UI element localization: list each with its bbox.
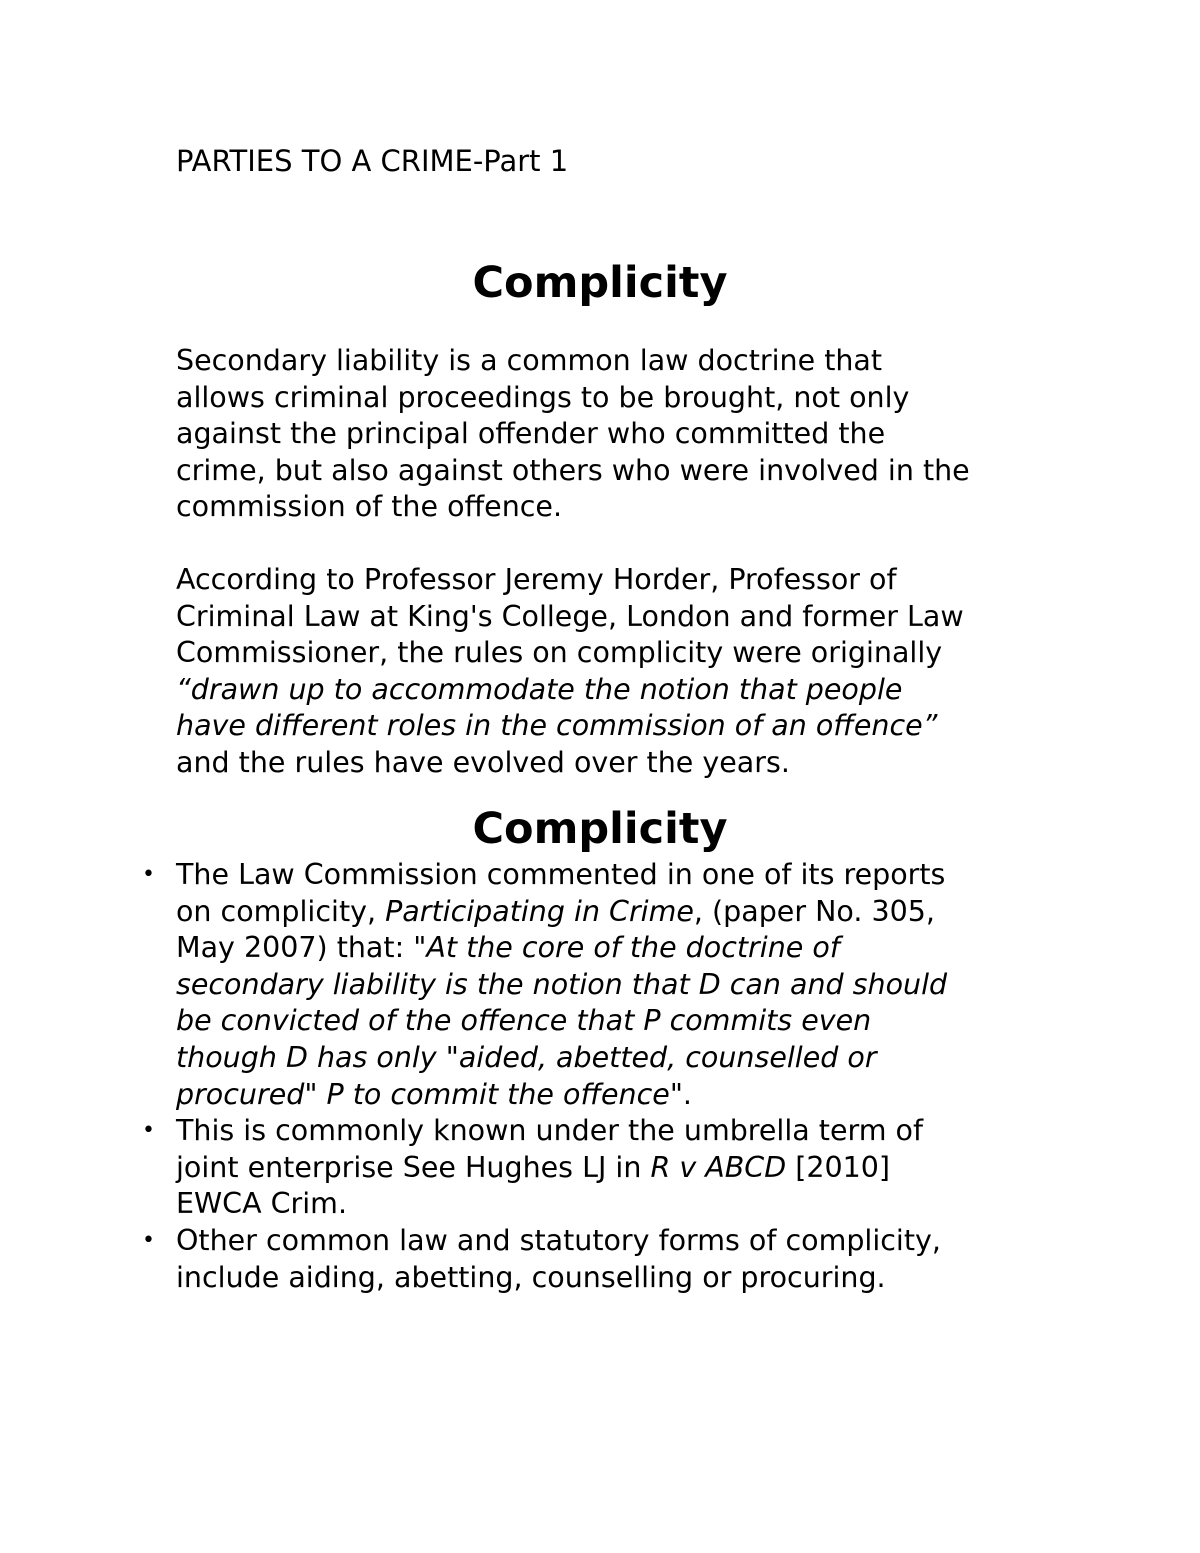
bullet-icon: •	[142, 862, 155, 887]
paragraph-line-quote	[176, 672, 1076, 709]
paragraph-line: According to Professor Jeremy Horder, Professor of	[176, 563, 897, 596]
text-run: [2010]	[786, 1150, 890, 1184]
paragraph-line-quote	[176, 708, 1076, 745]
bullet-icon: •	[142, 1118, 155, 1144]
text-run: , (paper No. 305,	[693, 894, 935, 928]
text-run: May 2007) that: "	[176, 931, 427, 965]
quote-text: have different roles in the commission of an offence”	[176, 709, 938, 743]
bullet-item-law-commission	[142, 857, 1076, 1113]
paragraph-line: crime, but also against others who were involved in the	[176, 453, 970, 487]
bullet-item-joint-enterprise	[142, 1113, 1076, 1223]
bullet-line	[176, 1040, 1076, 1077]
text-run: joint enterprise See Hughes LJ in	[176, 1150, 651, 1184]
section-heading-complicity-2: Complicity	[472, 804, 728, 854]
bullet-line	[176, 1003, 1076, 1040]
paragraph-horder-quote	[176, 562, 1076, 782]
bullet-line	[176, 967, 1076, 1004]
bullet-line	[176, 1077, 1076, 1114]
bullet-line: include aiding, abetting, counselling or procuring.	[176, 1260, 886, 1294]
paragraph-line: against the principal offender who committed the	[176, 417, 886, 451]
paragraph-line: allows criminal proceedings to be brought, not only	[176, 380, 910, 414]
paragraph-line: Commissioner, the rules on complicity were originally	[176, 636, 943, 670]
bullet-icon: •	[142, 1227, 155, 1253]
quote-text: “drawn up to accommodate the notion that people	[176, 672, 903, 706]
quote-text: though D has only "aided, abetted, counselled or	[176, 1040, 877, 1074]
text-run: ".	[669, 1077, 692, 1111]
case-name: R v ABCD	[650, 1150, 787, 1184]
quote-text: secondary liability is the notion that D can and should	[176, 967, 948, 1001]
document-title: PARTIES TO A CRIME-Part 1	[176, 144, 569, 178]
paragraph-line: Criminal Law at King's College, London and former Law	[176, 599, 964, 633]
bullet-line	[176, 1150, 1076, 1187]
bullet-line: Other common law and statutory forms of complicity,	[176, 1223, 941, 1257]
quote-text: procured" P to commit the offence	[176, 1077, 670, 1111]
paragraph-line: Secondary liability is a common law doctrine that	[176, 344, 883, 377]
paragraph-line: commission of the offence.	[176, 490, 563, 524]
bullet-line: This is commonly known under the umbrella term of	[176, 1114, 924, 1148]
bullet-item-other-forms	[142, 1223, 1076, 1296]
bullet-line	[176, 894, 1076, 931]
paragraph-line: and the rules have evolved over the years.	[176, 745, 790, 779]
paragraph-secondary-liability	[176, 343, 1076, 526]
bullet-line: The Law Commission commented in one of its reports	[176, 858, 946, 891]
bullet-list	[142, 857, 1076, 1296]
report-title: Participating in Crime	[385, 894, 694, 928]
bullet-line	[176, 930, 1076, 967]
section-heading-complicity: Complicity	[472, 258, 728, 308]
bullet-line: EWCA Crim.	[176, 1187, 347, 1221]
quote-text: At the core of the doctrine of	[426, 931, 840, 965]
text-run: on complicity,	[176, 894, 386, 928]
quote-text: be convicted of the offence that P commits even	[176, 1004, 872, 1038]
